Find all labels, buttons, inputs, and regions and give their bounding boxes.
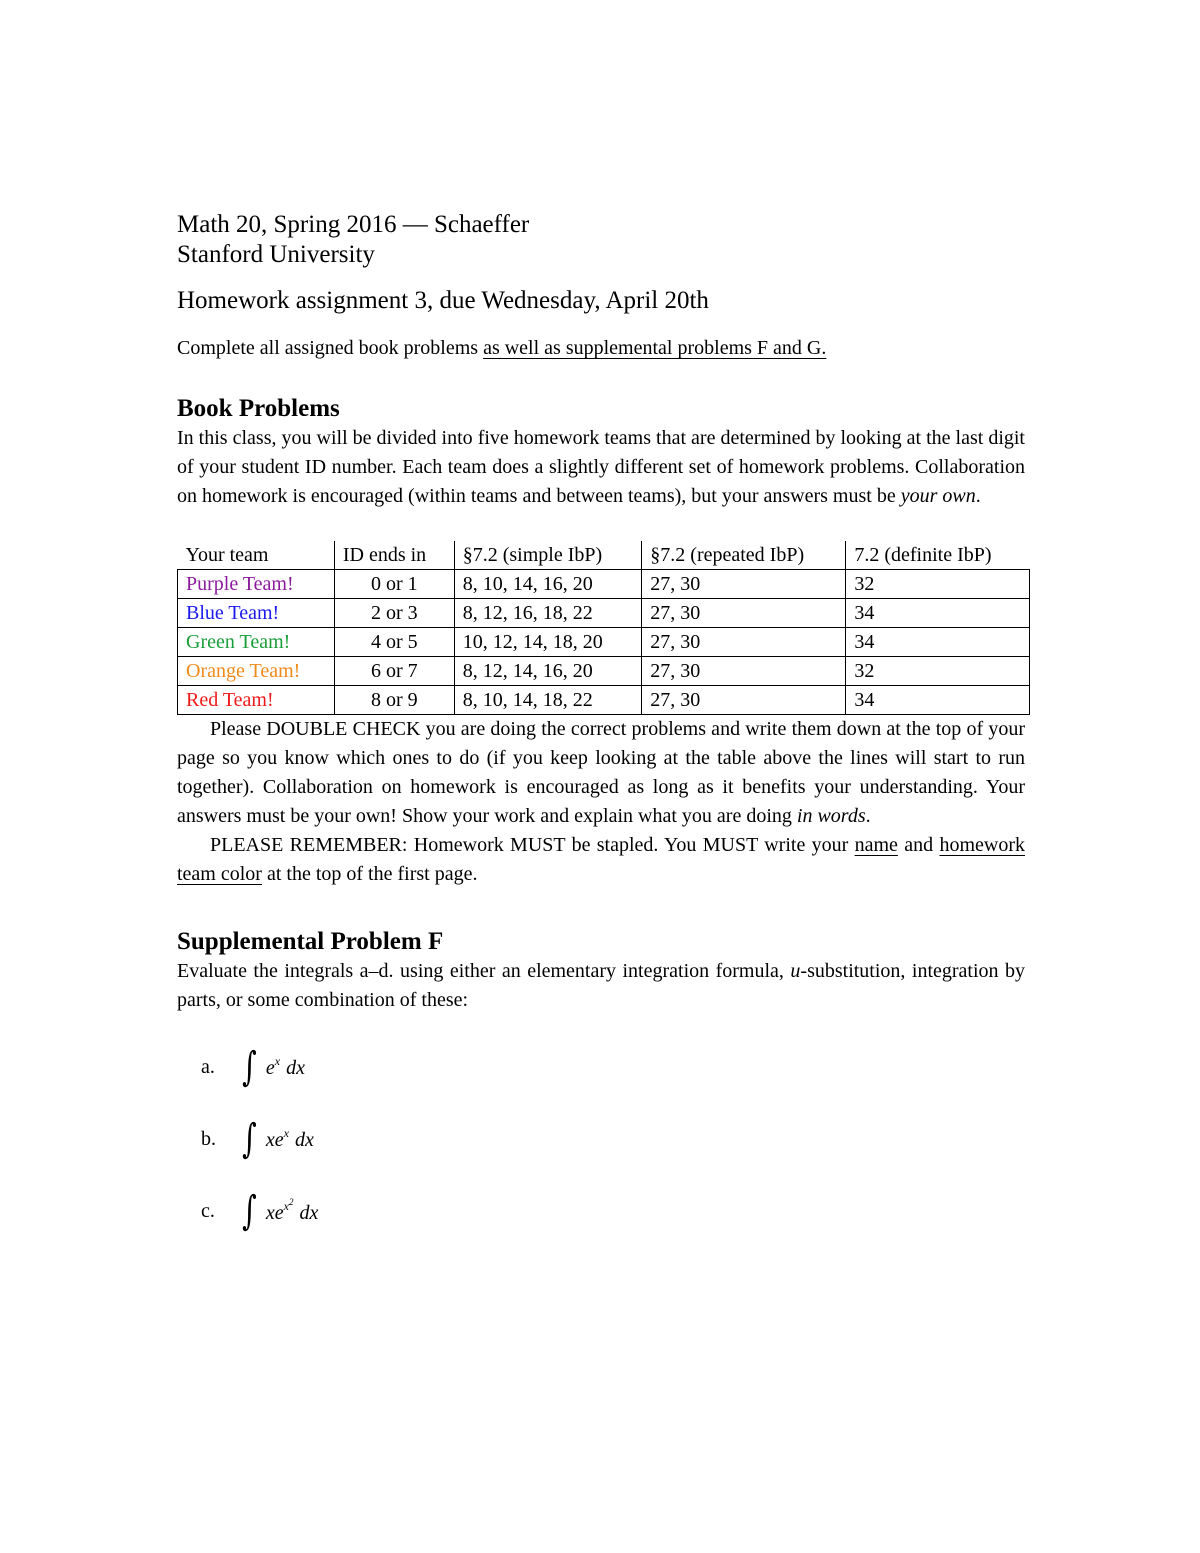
course-title: Math 20, Spring 2016 — Schaeffer [177,211,530,238]
para2-name: name [854,834,898,856]
integral-item [201,1037,1025,1097]
table-row [178,686,1030,715]
simple-ibp-cell: 8, 12, 14, 16, 20 [454,657,642,686]
repeated-ibp-cell: 27, 30 [642,599,846,628]
integral-base: e [274,1202,284,1224]
integral-sign: ∫ [242,1044,257,1090]
supplemental-f-heading: Supplemental Problem F [177,928,444,955]
simple-ibp-cell: 8, 12, 16, 18, 22 [454,599,642,628]
document-page [177,210,1025,1253]
supplemental-f-intro [177,957,1025,1015]
id-ends-cell: 6 or 7 [334,657,454,686]
col-header-repeated: §7.2 (repeated IbP) [642,541,846,570]
supp-intro-u: u [790,960,801,982]
para2-text-c: at the top of the first page. [261,863,478,885]
team-name-cell: Green Team! [178,628,335,657]
para2-team-color: homework team color [177,834,1025,885]
definite-ibp-cell: 32 [846,657,1030,686]
integral-prefactor: x [265,1129,275,1151]
integral-exponent: x [274,1054,281,1068]
instructions [177,334,1025,362]
integral-base: e [274,1129,284,1151]
col-header-simple: §7.2 (simple IbP) [454,541,642,570]
table-row [178,599,1030,628]
table-row [178,628,1030,657]
team-name-cell: Blue Team! [178,599,335,628]
id-ends-cell: 2 or 3 [334,599,454,628]
integral-list [201,1037,1025,1241]
instructions-underlined: as well as supplemental problems F and G. [483,337,827,359]
integral-expression [266,1054,305,1080]
id-ends-cell: 0 or 1 [334,570,454,599]
integral-dx: dx [299,1202,319,1224]
integral-prefactor: x [265,1202,275,1224]
integral-dx: dx [286,1057,305,1079]
para1-end: . [865,805,871,827]
definite-ibp-cell: 34 [846,686,1030,715]
integral-exponent-power: 2 [288,1197,294,1207]
instructions-plain: Complete all assigned book problems [177,337,484,359]
intro-italic: your own [900,485,976,507]
id-ends-cell: 4 or 5 [334,628,454,657]
university-name: Stanford University [177,241,375,268]
repeated-ibp-cell: 27, 30 [642,628,846,657]
repeated-ibp-cell: 27, 30 [642,686,846,715]
teams-table [177,541,1030,715]
team-name-cell: Purple Team! [178,570,335,599]
col-header-definite: 7.2 (definite IbP) [846,541,1030,570]
book-problems-intro [177,424,1025,511]
table-row [178,570,1030,599]
integral-dx: dx [294,1129,314,1151]
para1-italic: in words [796,805,866,827]
col-header-team: Your team [178,541,335,570]
integral-label: b. [201,1127,216,1150]
team-name-cell: Orange Team! [178,657,335,686]
teams-table-body [178,570,1030,715]
definite-ibp-cell: 34 [846,599,1030,628]
para2-text-a: PLEASE REMEMBER: Homework MUST be stapled. You MUST write your [210,834,855,856]
assignment-title: Homework assignment 3, due Wednesday, April 20th [177,287,709,314]
integral-exponent: x [283,1199,289,1213]
para2-text-b: and [897,834,940,856]
intro-text: In this class, you will be divided into five homework teams that are determined by looking at the last digit of your student ID number. Each team does a slightly different set of homework problems. Collaboration on homework is encouraged (within teams and between teams), but your answers must be [177,427,1025,507]
col-header-id: ID ends in [334,541,454,570]
para1-text: Please DOUBLE CHECK you are doing the correct problems and write them down at the top of your page so you know which ones to do (if you keep looking at the table above the lines will start to run together). Collaboration on homework is encouraged as long as it benefits your understanding. Your answers must be your own! Show your work and explain what you are doing [177,718,1025,827]
intro-end: . [975,485,981,507]
integral-item [201,1109,1025,1169]
simple-ibp-cell: 8, 10, 14, 16, 20 [454,570,642,599]
remember-paragraph [177,831,1025,889]
repeated-ibp-cell: 27, 30 [642,657,846,686]
definite-ibp-cell: 34 [846,628,1030,657]
integral-label: a. [201,1055,215,1078]
integral-exponent: x [283,1126,289,1140]
table-header-row [178,541,1030,570]
team-name-cell: Red Team! [178,686,335,715]
simple-ibp-cell: 10, 12, 14, 18, 20 [454,628,642,657]
integral-expression [266,1197,319,1225]
integral-sign: ∫ [242,1116,257,1162]
integral-label: c. [201,1199,215,1222]
supp-intro-b: -substitution, integration by parts, or some combination of these: [177,960,1026,1011]
integral-item [201,1181,1025,1241]
table-row [178,657,1030,686]
book-problems-heading: Book Problems [177,395,340,422]
id-ends-cell: 8 or 9 [334,686,454,715]
integral-sign: ∫ [242,1188,257,1234]
repeated-ibp-cell: 27, 30 [642,570,846,599]
supp-intro-a: Evaluate the integrals a–d. using either an elementary integration formula, [177,960,791,982]
simple-ibp-cell: 8, 10, 14, 18, 22 [454,686,642,715]
integral-expression [266,1126,314,1152]
definite-ibp-cell: 32 [846,570,1030,599]
integral-base: e [265,1057,275,1079]
double-check-paragraph [177,715,1025,831]
